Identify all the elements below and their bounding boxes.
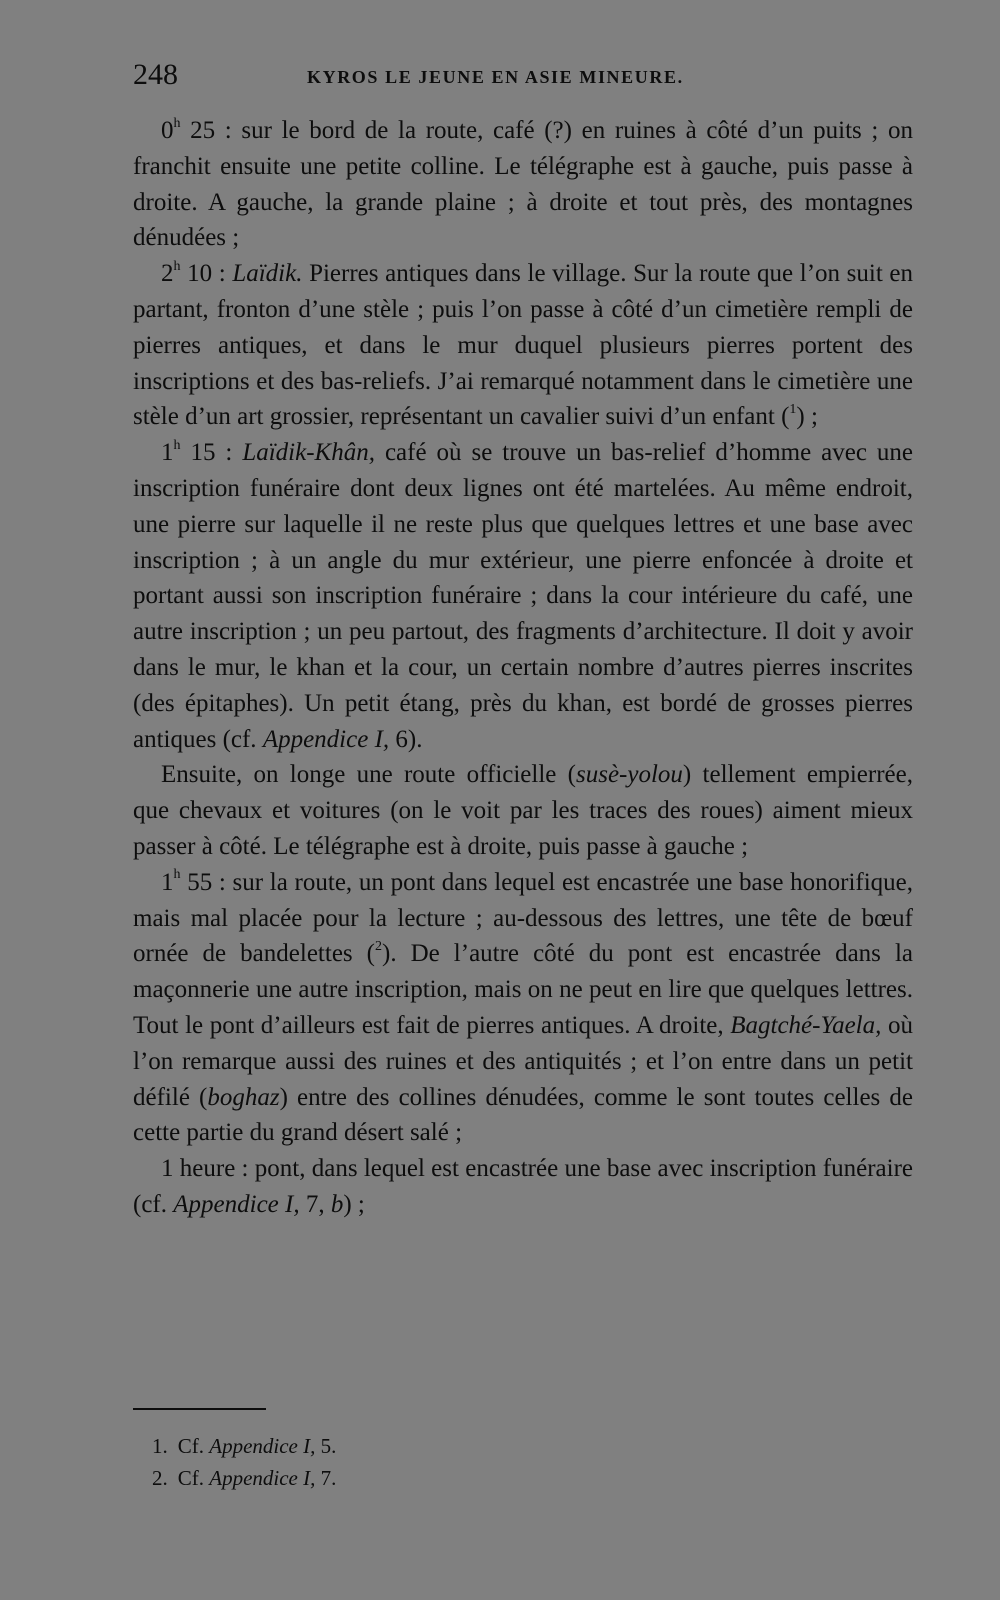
place-name: Laïdik. — [232, 260, 303, 288]
running-title: KYROS LE JEUNE EN ASIE MINEURE. — [307, 67, 684, 87]
time-hour: 2 — [161, 260, 174, 288]
time-unit: h — [173, 437, 181, 453]
paragraph: 1$^h$ 15 : Laïdik-Khân, café où se trouve un bas-relief d’homme avec une inscription funéraire dont deux lignes ont été martelées. Au même endroit, une pierre sur laquelle il ne reste plus que quelques lettres et une base avec inscription ; à un angle du mur extérieur, une pierre enfoncée à droite et portant aussi son inscription funéraire ; dans la cour intérieure du café, une autre inscription ; un peu partout, des fragments d’architecture. Il doit y avoir dans le mur, le khan et la cour, un certain nombre d’autres pierres inscrites (des épitaphes). Un petit étang, près du khan, est bordé de grosses pierres antiques (cf. Appendice I, 6). — [133, 437, 913, 753]
term: boghaz — [207, 1083, 280, 1111]
footnote-ref: 2 — [375, 939, 382, 954]
footnote-divider — [133, 1408, 266, 1410]
paragraph: 1$^h$ 55 : sur la route, un pont dans lequel est encastrée une base honorifique, mais mal placée pour la lecture ; au-dessous des lettres, une tête de bœuf ornée de bandelettes ($^2$). De l’autre côté du pont est encastrée dans la maçonnerie une autre inscription, mais on ne peut en lire que quelques lettres. Tout le pont d’ailleurs est fait de pierres antiques. A droite, Bagtché-Yaela, où l’on remarque aussi des ruines et des antiquités ; et l’on entre dans un petit défilé (boghaz) entre des collines dénudées, comme le sont toutes celles de cette partie du grand désert salé ; — [133, 867, 914, 1147]
body-text — [133, 113, 913, 1223]
page-number: 248 — [133, 58, 178, 91]
appendix-ref: Appendice I, — [209, 1466, 316, 1490]
footnote: 2. Cf. Appendice I, 7. — [152, 1466, 337, 1490]
time-unit: h — [173, 867, 181, 883]
appendix-letter: b — [330, 1190, 344, 1218]
page-header — [133, 58, 913, 98]
place-name: Laïdik-Khân, — [242, 439, 375, 467]
time-unit: h — [173, 258, 181, 274]
footnotes — [152, 1430, 336, 1494]
term: susè-yolou — [576, 761, 683, 789]
time-hour: 1 — [161, 868, 174, 896]
place-name: Bagtché-Yaela, — [730, 1011, 882, 1039]
time-hour: 1 — [161, 439, 174, 467]
paragraph: 1 heure : pont, dans lequel est encastrée une base avec inscription funéraire (cf. Appendice I, 7, b) ; — [133, 1155, 913, 1218]
appendix-ref: Appendice I, — [209, 1434, 316, 1458]
appendix-ref: Appendice I, — [262, 725, 390, 753]
paragraph: Ensuite, on longe une route officielle (susè-yolou) tellement empierrée, que chevaux et voitures (on le voit par les traces des roues) aiment mieux passer à côté. Le télégraphe est à droite, puis passe à gauche ; — [133, 761, 913, 860]
footnote-ref: 1 — [789, 402, 797, 418]
footnote-number: 2. — [152, 1466, 168, 1490]
paragraph: 2$^h$ 10 : Laïdik. Pierres antiques dans le village. Sur la route que l’on suit en partant, fronton d’une stèle ; puis l’on passe à côté d’un cimetière rempli de pierres antiques, et dans le mur duquel plusieurs pierres portent des inscriptions et des bas-reliefs. J’ai remarqué notamment dans le cimetière une stèle d’un art grossier, représentant un cavalier suivi d’un enfant ($^1$) ; — [133, 258, 913, 431]
footnote: 1. Cf. Appendice I, 5. — [152, 1434, 337, 1458]
footnote-number: 1. — [152, 1434, 168, 1458]
time-hour: 0 — [161, 117, 174, 144]
paragraph: 0$^h$ 25 : sur le bord de la route, café (?) en ruines à côté d’un puits ; on franchit ensuite une petite colline. Le télégraphe est à gauche, puis passe à droite. A gauche, la grande plaine ; à droite et tout près, des montagnes dénudées ; — [133, 115, 913, 252]
time-unit: h — [173, 115, 181, 131]
appendix-ref: Appendice I, — [173, 1190, 300, 1218]
